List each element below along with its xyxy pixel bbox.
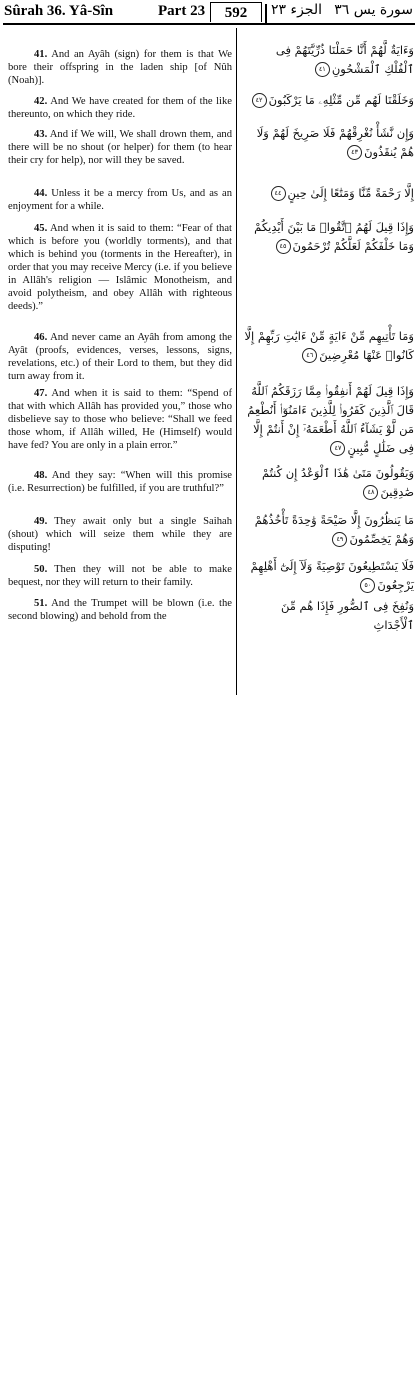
verse-ar-51 bbox=[244, 597, 414, 635]
verse-text: And when it is said to them: “Fear of that which is before you (worldly torments), and that which is behind you (torments in the Hereafter), in order that you may receive Mercy (i.e. if you believe in Allâh's religion — Islâmic Monotheism, and avoid polytheism, and obey Allâh with righteous deeds).” bbox=[8, 223, 232, 312]
verse-en-50 bbox=[8, 563, 232, 589]
verse-ar-47 bbox=[244, 382, 414, 458]
verse-ar-44 bbox=[244, 184, 414, 203]
verse-ar-42 bbox=[244, 91, 414, 110]
verse-ar-50 bbox=[244, 557, 414, 595]
surah-title-ar: سورة يس ٣٦ bbox=[334, 2, 413, 18]
page-header bbox=[3, 2, 415, 25]
verse-en-48 bbox=[8, 469, 232, 495]
ayah-end-marker-icon: ٤٣ bbox=[347, 145, 362, 160]
ayah-end-marker-icon: ٤٢ bbox=[252, 93, 267, 108]
verse-number: 50. bbox=[34, 564, 48, 575]
verse-number: 51. bbox=[34, 598, 48, 609]
verse-en-45 bbox=[8, 222, 232, 313]
verse-ar-48 bbox=[244, 464, 414, 502]
verse-arabic: وَإِذَا قِيلَ لَهُمُ ٱتَّقُوا۟ مَا بَيْنَ أَيْدِيكُمْ وَمَا خَلْفَكُمْ لَعَلَّكُمْ تُرْحَمُونَ bbox=[254, 220, 414, 253]
verse-number: 43. bbox=[34, 129, 48, 140]
verse-arabic: مَا يَنظُرُونَ إِلَّا صَيْحَةً وَٰحِدَةً تَأْخُذُهُمْ وَهُمْ يَخِصِّمُونَ bbox=[254, 513, 414, 546]
verse-number: 49. bbox=[34, 516, 48, 527]
verse-number: 46. bbox=[34, 332, 48, 343]
verse-arabic: فَلَا يَسْتَطِيعُونَ تَوْصِيَةً وَلَآ إِلَىٰٓ أَهْلِهِمْ يَرْجِعُونَ bbox=[250, 559, 414, 592]
verse-ar-43 bbox=[244, 124, 414, 162]
verse-arabic: وَخَلَقْنَا لَهُم مِّن مِّثْلِهِۦ مَا يَرْكَبُونَ bbox=[268, 93, 414, 107]
verse-arabic: وَيَقُولُونَ مَتَىٰ هَٰذَا ٱلْوَعْدُ إِن كُنتُمْ صَٰدِقِينَ bbox=[262, 466, 414, 499]
verse-text: And they say: “When will this promise (i.e. Resurrection) be fulfilled, if you are truthful?” bbox=[8, 470, 232, 494]
verse-text: And when it is said to them: “Spend of that with which Allâh has provided you,” those who disbelieve say to those who believe: “Shall we feed those whom, if Allâh willed, He (Himself) would have fed? You are only in a plain error.” bbox=[8, 388, 232, 451]
surah-title-en: Sûrah 36. Yâ-Sîn bbox=[4, 3, 114, 19]
part-title-en: Part 23 bbox=[158, 3, 206, 19]
verse-text: Then they will not be able to make bequest, nor they will return to their family. bbox=[8, 564, 232, 588]
verse-arabic: إِلَّا رَحْمَةً مِّنَّا وَمَتَٰعًا إِلَىٰ حِينٍ bbox=[287, 186, 414, 200]
ayah-end-marker-icon: ٤٦ bbox=[302, 348, 317, 363]
ayah-end-marker-icon: ٤٤ bbox=[271, 186, 286, 201]
part-title-ar: الجزء ٢٣ bbox=[271, 2, 322, 18]
verse-arabic: وَإِن نَّشَأْ نُغْرِقْهُمْ فَلَا صَرِيخَ لَهُمْ وَلَا هُمْ يُنقَذُونَ bbox=[256, 126, 414, 159]
verse-number: 42. bbox=[34, 96, 48, 107]
verse-en-41 bbox=[8, 48, 232, 87]
verse-number: 44. bbox=[34, 188, 48, 199]
ayah-end-marker-icon: ٤٧ bbox=[330, 441, 345, 456]
ayah-end-marker-icon: ٤٥ bbox=[276, 239, 291, 254]
verse-text: And an Ayâh (sign) for them is that We bore their offspring in the laden ship [of Nûh (Noah)]. bbox=[8, 49, 232, 86]
verse-en-42 bbox=[8, 95, 232, 121]
column-divider bbox=[236, 28, 237, 695]
verse-text: And the Trumpet will be blown (i.e. the second blowing) and behold from the bbox=[8, 598, 232, 622]
ayah-end-marker-icon: ٤٨ bbox=[363, 485, 378, 500]
ayah-end-marker-icon: ٤١ bbox=[315, 62, 330, 77]
verse-arabic: وَءَايَةٌ لَّهُمْ أَنَّا حَمَلْنَا ذُرِّيَّتَهُمْ فِى ٱلْفُلْكِ ٱلْمَشْحُونِ bbox=[275, 43, 414, 76]
header-divider bbox=[265, 4, 267, 23]
page-number: 592 bbox=[210, 2, 262, 22]
verse-text: And never came an Ayâh from among the Ayât (proofs, evidences, verses, lessons, signs, revelations, etc.) of their Lord to them, but they did turn away from it. bbox=[8, 332, 232, 382]
verse-arabic: وَإِذَا قِيلَ لَهُمْ أَنفِقُوا۟ مِمَّا رَزَقَكُمُ ٱللَّهُ قَالَ ٱلَّذِينَ كَفَرُوا۟ لِلَّذِينَ ءَامَنُوٓا۟ أَنُطْعِمُ مَن لَّوْ يَشَآءُ ٱللَّهُ أَطْعَمَهُۥٓ إِنْ أَنتُمْ إِلَّا فِى ضَلَٰلٍ مُّبِينٍ bbox=[247, 384, 414, 455]
verse-number: 47. bbox=[34, 388, 48, 399]
verse-text: Unless it be a mercy from Us, and as an enjoyment for a while. bbox=[8, 188, 232, 212]
verse-ar-46 bbox=[244, 327, 414, 365]
verse-en-43 bbox=[8, 128, 232, 167]
verse-number: 41. bbox=[34, 49, 48, 60]
verse-ar-41 bbox=[244, 41, 414, 79]
verse-ar-49 bbox=[244, 511, 414, 549]
verse-en-46 bbox=[8, 331, 232, 383]
verse-en-47 bbox=[8, 387, 232, 452]
verse-en-49 bbox=[8, 515, 232, 554]
verse-en-51 bbox=[8, 597, 232, 623]
verse-text: And if We will, We shall drown them, and there will be no shout (or helper) for them (to hear their cry for help), nor will they be saved. bbox=[8, 129, 232, 166]
verse-text: They await only but a single Saihah (shout) which will seize them while they are disputing! bbox=[8, 516, 232, 553]
verse-ar-45 bbox=[244, 218, 414, 256]
ayah-end-marker-icon: ٥٠ bbox=[360, 578, 375, 593]
verse-arabic: وَنُفِخَ فِى ٱلصُّورِ فَإِذَا هُم مِّنَ ٱلْأَجْدَاثِ bbox=[280, 599, 414, 632]
verse-arabic: وَمَا تَأْتِيهِم مِّنْ ءَايَةٍ مِّنْ ءَايَٰتِ رَبِّهِمْ إِلَّا كَانُوا۟ عَنْهَا مُعْرِضِينَ bbox=[244, 329, 414, 362]
verse-text: And We have created for them of the like thereunto, on which they ride. bbox=[8, 96, 232, 120]
verse-en-44 bbox=[8, 187, 232, 213]
verse-number: 48. bbox=[34, 470, 48, 481]
ayah-end-marker-icon: ٤٩ bbox=[332, 532, 347, 547]
verse-number: 45. bbox=[34, 223, 48, 234]
